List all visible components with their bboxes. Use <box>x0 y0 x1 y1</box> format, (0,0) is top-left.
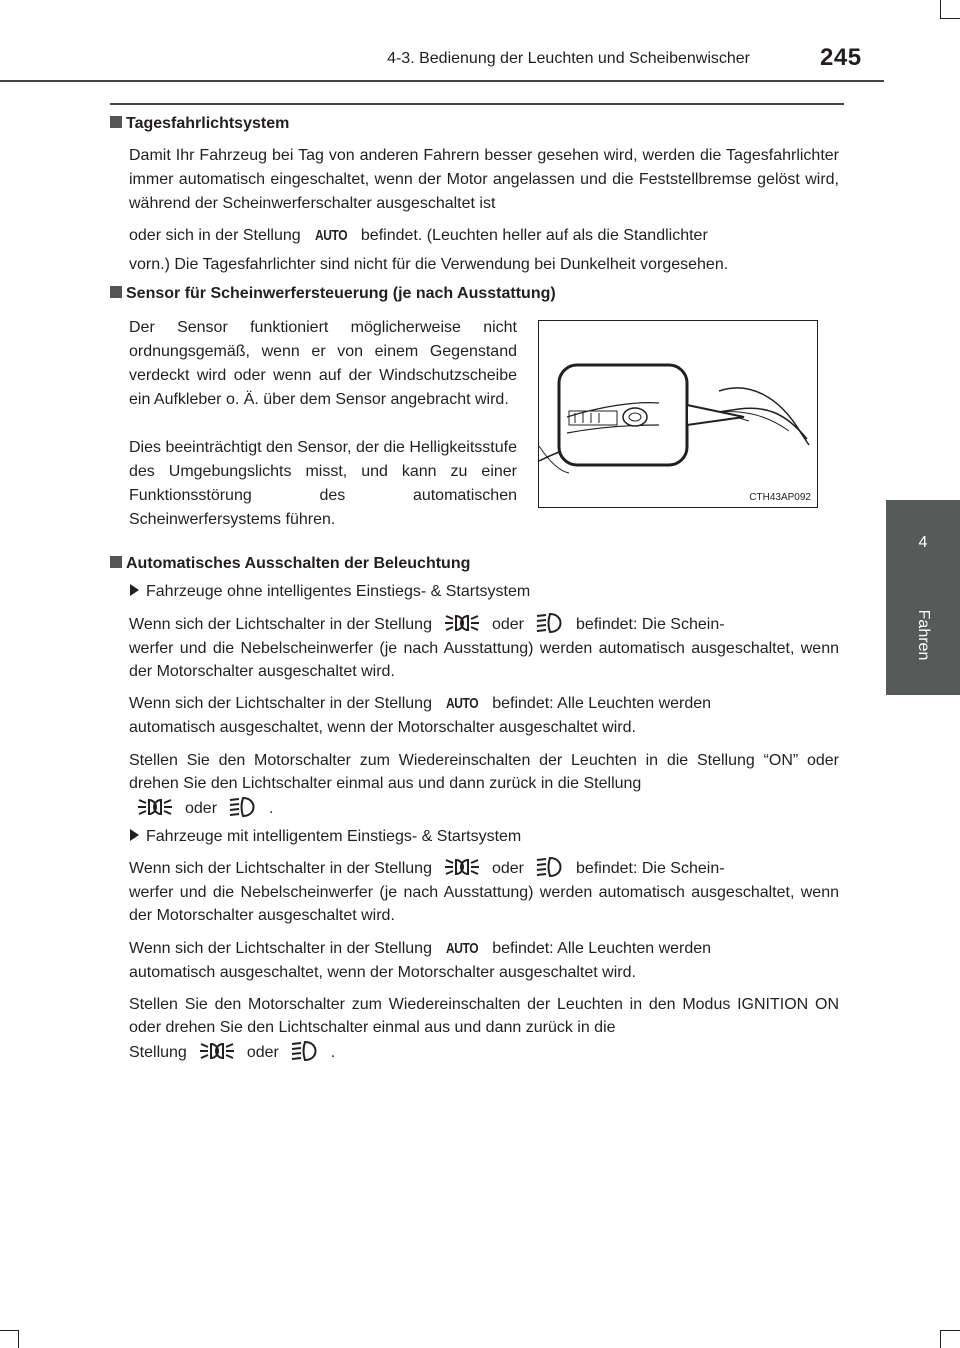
tail-light-icon <box>444 856 480 878</box>
paragraph-line: Stellung oder . <box>129 1040 839 1065</box>
tail-light-icon <box>199 1040 235 1062</box>
paragraph-line: Wenn sich der Lichtschalter in der Stellung oder befindet: Die Schein- <box>129 856 839 881</box>
crop-mark <box>940 18 960 19</box>
headlight-icon <box>536 856 564 878</box>
paragraph-line: automatisch ausgeschaltet, wenn der Motorschalter ausgeschaltet wird. <box>129 964 636 981</box>
crop-mark <box>940 1330 960 1331</box>
paragraph: Dies beeinträchtigt den Sensor, der die Helligkeitsstufe des Umgebungslichts misst, und kann zu einer Funktionsstörung des automatischen Scheinwerfersystems führen. <box>129 439 517 528</box>
paragraph: Stellen Sie den Motorschalter zum Wiedereinschalten der Leuchten in den Modus IGNITION ON oder drehen Sie den Lichtschalter einmal aus und dann zurück in die <box>129 996 839 1036</box>
headlight-icon <box>536 612 564 634</box>
paragraph-line: Wenn sich der Lichtschalter in der Stellung AUTO befindet: Alle Leuchten werden <box>129 692 839 716</box>
crop-mark <box>18 1330 19 1348</box>
chapter-number: 4 <box>918 534 928 551</box>
subheading-with-smart-entry: Fahrzeuge mit intelligentem Einstiegs- & Startsystem <box>130 828 521 846</box>
section-heading-auto-off: Automatisches Ausschalten der Beleuchtung <box>110 555 470 573</box>
paragraph: Der Sensor funktioniert möglicherweise nicht ordnungsgemäß, wenn er von einem Gegenstand verdeckt wird oder wenn auf der Windschutzscheibe ein Aufkleber o. Ä. über dem Sensor angebracht wird. <box>129 319 517 408</box>
crop-mark <box>940 0 941 18</box>
crop-mark <box>940 1330 941 1348</box>
headlight-icon <box>229 796 257 818</box>
paragraph-line: automatisch ausgeschaltet, wenn der Motorschalter ausgeschaltet wird. <box>129 719 636 736</box>
section-heading-tagesfahrlicht: Tagesfahrlichtsystem <box>110 115 289 133</box>
bullet-square-icon <box>110 286 122 298</box>
header-rule <box>0 80 884 82</box>
tail-light-icon <box>444 612 480 634</box>
bullet-square-icon <box>110 556 122 568</box>
paragraph: Damit Ihr Fahrzeug bei Tag von anderen Fahrern besser gesehen wird, werden die Tagesfahrlichter immer automatisch eingeschaltet, wenn der Motor angelassen und die Feststellbremse gelöst wird, während der Scheinwerferschalter ausgeschaltet ist <box>129 147 839 212</box>
auto-icon: AUTO <box>446 695 479 712</box>
section-heading-sensor: Sensor für Scheinwerfersteuerung (je nach Ausstattung) <box>110 285 556 303</box>
subheading-without-smart-entry: Fahrzeuge ohne intelligentes Einstiegs- & Startsystem <box>130 583 530 601</box>
paragraph: werfer und die Nebelscheinwerfer (je nach Ausstattung) werden automatisch ausgeschaltet, wenn der Motorschalter ausgeschaltet wird. <box>129 640 839 680</box>
page-number: 245 <box>820 44 862 71</box>
bullet-square-icon <box>110 116 122 128</box>
tail-light-icon <box>137 796 173 818</box>
figure-caption: CTH43AP092 <box>749 492 811 503</box>
paragraph-line: vorn.) Die Tagesfahrlichter sind nicht für die Verwendung bei Dunkelheit vorgesehen. <box>129 256 729 273</box>
windshield-sensor-drawing <box>539 321 818 508</box>
paragraph-line: Wenn sich der Lichtschalter in der Stellung oder befindet: Die Schein- <box>129 612 839 637</box>
paragraph-line: oder . <box>129 796 839 821</box>
paragraph-line: oder sich in der Stellung AUTO befindet. (Leuchten heller auf als die Standlichter <box>129 224 839 248</box>
chapter-tab[interactable] <box>886 500 960 695</box>
headlight-icon <box>291 1040 319 1062</box>
triangle-bullet-icon <box>130 584 139 596</box>
chapter-label: Fahren <box>915 609 932 661</box>
paragraph: werfer und die Nebelscheinwerfer (je nach Ausstattung) werden automatisch ausgeschaltet, wenn der Motorschalter ausgeschaltet wird. <box>129 884 839 924</box>
auto-icon: AUTO <box>446 940 479 957</box>
crop-mark <box>0 1330 18 1331</box>
section-rule <box>110 103 844 105</box>
paragraph-line: Wenn sich der Lichtschalter in der Stellung AUTO befindet: Alle Leuchten werden <box>129 937 839 961</box>
auto-icon: AUTO <box>314 227 347 244</box>
sensor-illustration <box>538 320 818 508</box>
paragraph: Stellen Sie den Motorschalter zum Wiedereinschalten der Leuchten in die Stellung “ON” oder drehen Sie den Lichtschalter einmal aus und dann zurück in die Stellung <box>129 752 839 792</box>
triangle-bullet-icon <box>130 829 139 841</box>
running-header: 4-3. Bedienung der Leuchten und Scheibenwischer <box>387 50 750 67</box>
